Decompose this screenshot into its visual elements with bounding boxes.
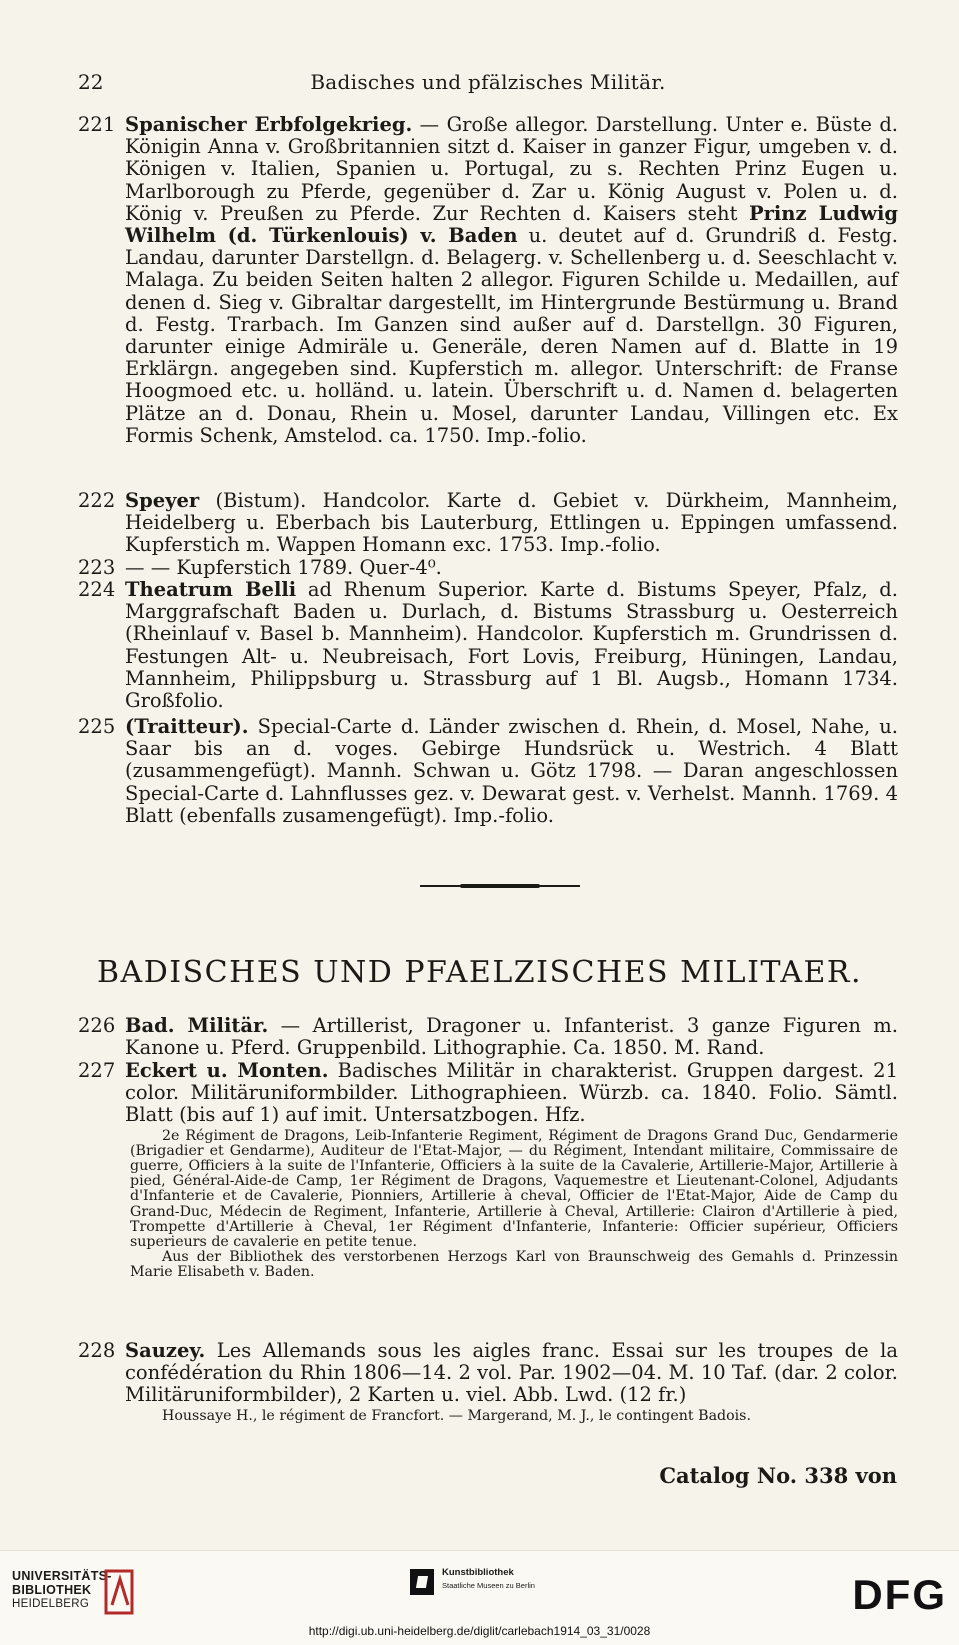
permalink-url[interactable]: http://digi.ub.uni-heidelberg.de/diglit/carlebach1914_03_31/0028 (308, 1624, 651, 1638)
catalog-entry-228 (78, 1340, 898, 1424)
catalog-reference: Catalog No. 338 von (659, 1463, 897, 1488)
entry-note: Houssaye H., le régiment de Francfort. — Margerand, M. J., le contingent Badois. (162, 1407, 751, 1424)
entry-number: 226 (78, 1014, 116, 1037)
catalog-entry-225 (78, 716, 898, 827)
entry-text: Spanischer Erbfolgekrieg. — Große allegor. Darstellung. Unter e. Büste d. Königin Anna v. Großbritannien sitzt d. Kaiser in ganzer Figur, umgeben v. d. Königen v. Italien, Spanien u. Portugal, zu s. Rechten Prinz Eugen u. Marlborough zu Pferde, gegenüber d. Zar u. König August v. Polen u. d. König v. Preußen zu Pferde. Zur Rechten d. Kaisers steht Prinz Ludwig Wilhelm (d. Türkenlouis) v. Baden u. deutet auf d. Grundriß d. Festg. Landau, darunter Darstellgn. d. Belagerg. v. Schellenberg u. d. Seeschlacht v. Malaga. Zu beiden Seiten halten 2 allegor. Figuren Schilde u. Medaillen, auf denen d. Sieg v. Gibraltar dargestellt, im Hintergrunde Bestürmung u. Brand d. Festg. Trarbach. Im Ganzen sind außer auf d. Darstellgn. 30 Figuren, darunter einige Admiräle u. Generäle, deren Namen auf d. Blatte in 19 Erklärgn. angegeben sind. Kupferstich m. allegor. Unterschrift: de Franse Hoogmoed etc. u. holländ. u. latein. Überschrift u. d. Namen d. belagerten Plätze an d. Donau, Rhein u. Mosel, darunter Landau, Villingen etc. Ex Formis Schenk, Amstelod. ca. 1750. Imp.-folio. (125, 113, 899, 447)
catalog-entry-222 (78, 490, 898, 557)
dfg-logo[interactable]: DFG (852, 1571, 947, 1618)
entry-text: Sauzey. Les Allemands sous les aigles franc. Essai sur les troupes de la confédération du Rhin 1806—14. 2 vol. Par. 1902—04. M. 10 Taf. (dar. 2 color. Militäruniformbilder), 2 Karten u. viel. Abb. Lwd. (12 fr.) (125, 1339, 898, 1407)
catalog-entry-227 (78, 1060, 898, 1281)
entry-lead: Theatrum Belli (125, 578, 297, 601)
entry-lead: Eckert u. Monten. (125, 1059, 329, 1082)
entry-lead-secondary: Prinz Ludwig Wilhelm (d. Türkenlouis) v. Baden (125, 201, 898, 248)
entry-lead: Speyer (125, 489, 200, 512)
catalog-entry-224 (78, 579, 898, 712)
entry-text: Speyer (Bistum). Handcolor. Karte d. Gebiet v. Dürkheim, Mannheim, Heidelberg u. Eberbach bis Lauterburg, Ettlingen u. Eppingen umfassend. Kupferstich m. Wappen Homann exc. 1753. Imp.-folio. (125, 489, 898, 557)
catalog-entry-223 (78, 557, 898, 579)
digitization-footer: UNIVERSITÄTS- BIBLIOTHEK HEIDELBERG Kunstbibliothek Staatliche Museen zu Berlin DFG http://digi.ub.uni-heidelberg.de/diglit/carlebach1914_03_31/0028 (0, 1550, 959, 1645)
entry-number: 221 (78, 113, 116, 136)
entry-number: 223 (78, 556, 116, 579)
section-divider (420, 885, 580, 887)
entry-number: 228 (78, 1339, 116, 1362)
entry-text: — — Kupferstich 1789. Quer-4⁰. (125, 556, 442, 579)
entry-number: 225 (78, 715, 116, 738)
entry-note: 2e Régiment de Dragons, Leib-Infanterie Regiment, Régiment de Dragons Grand Duc, Gendarmerie (Brigadier et Gendarme), Auditeur de l'Etat-Major, — du Régiment, Intendant militaire, Commissaire de guerre, Officiers à la suite de l'Infanterie, Officiers à la suite de la Cavalerie, Artillerie-Major, Artillerie à pied, Général-Aide-de Camp, 1er Régiment de Dragons, Vaquemestre et Lieutenant-Colonel, Adjudants d'Infanterie et de Cavalerie, Pionniers, Artillerie à cheval, Officier de l'Etat-Major, Aide de Camp du Grand-Duc, Médecin de Regiment, Infanterie, Artillerie à Cheval, Artillerie: Clairon d'Artillerie à pied, Trompette d'Artillerie à Cheval, 1er Régiment d'Infanterie, Infanterie: Officier supérieur, Officiers superieurs de cavalerie en petite tenue. Aus der Bibliothek des verstorbenen Herzogs Karl von Braunschweig des Gemahls d. Prinzessin Marie Elisabeth v. Baden. (130, 1127, 898, 1281)
entry-lead: (Traitteur). (125, 715, 249, 738)
entry-lead: Sauzey. (125, 1339, 206, 1362)
entry-number: 222 (78, 489, 116, 512)
entry-text: Bad. Militär. — Artillerist, Dragoner u. Infanterist. 3 ganze Figuren m. Kanone u. Pferd. Gruppenbild. Lithographie. Ca. 1850. M. Rand. (125, 1014, 898, 1060)
ub-heidelberg-logo[interactable]: UNIVERSITÄTS- BIBLIOTHEK HEIDELBERG (12, 1569, 112, 1611)
entry-text: Eckert u. Monten. Badisches Militär in charakterist. Gruppen dargest. 21 color. Militäruniformbilder. Lithographieen. Würzb. ca. 1840. Folio. Sämtl. Blatt (bis auf 1) auf imit. Untersatzbogen. Hfz. (125, 1059, 898, 1127)
running-title: Badisches und pfälzisches Militär. (310, 70, 666, 94)
catalog-entry-221 (78, 114, 898, 447)
page-number: 22 (78, 70, 104, 94)
entry-text: (Traitteur). Special-Carte d. Länder zwischen d. Rhein, d. Mosel, Nahe, u. Saar bis an d. voges. Gebirge Hundsrück u. Westrich. 4 Blatt (zusammengefügt). Mannh. Schwan u. Götz 1798. — Daran angeschlossen Special-Carte d. Lahnflusses gez. v. Dewarat gest. v. Verhelst. Mannh. 1769. 4 Blatt (ebenfalls zusamengefügt). Imp.-folio. (125, 715, 898, 827)
entry-lead: Bad. Militär. (125, 1014, 269, 1037)
kunstbibliothek-mark-icon (410, 1569, 434, 1595)
entry-lead: Spanischer Erbfolgekrieg. (125, 113, 413, 136)
entry-number: 227 (78, 1059, 116, 1082)
entry-text: Theatrum Belli ad Rhenum Superior. Karte d. Bistums Speyer, Pfalz, d. Marggrafschaft Baden u. Durlach, d. Bistums Strassburg u. Oesterreich (Rheinlauf v. Basel b. Mannheim). Handcolor. Kupferstich m. Grundrissen d. Festungen Alt- u. Neubreisach, Fort Lovis, Freiburg, Hüningen, Landau, Mannheim, Philippsburg u. Strassburg auf 1 Bl. Augsb., Homann 1734. Großfolio. (125, 578, 898, 713)
section-heading: BADISCHES UND PFAELZISCHES MILITAER. (96, 955, 863, 990)
entry-number: 224 (78, 578, 116, 601)
catalog-entry-226 (78, 1015, 898, 1059)
ub-emblem-icon (102, 1567, 138, 1617)
